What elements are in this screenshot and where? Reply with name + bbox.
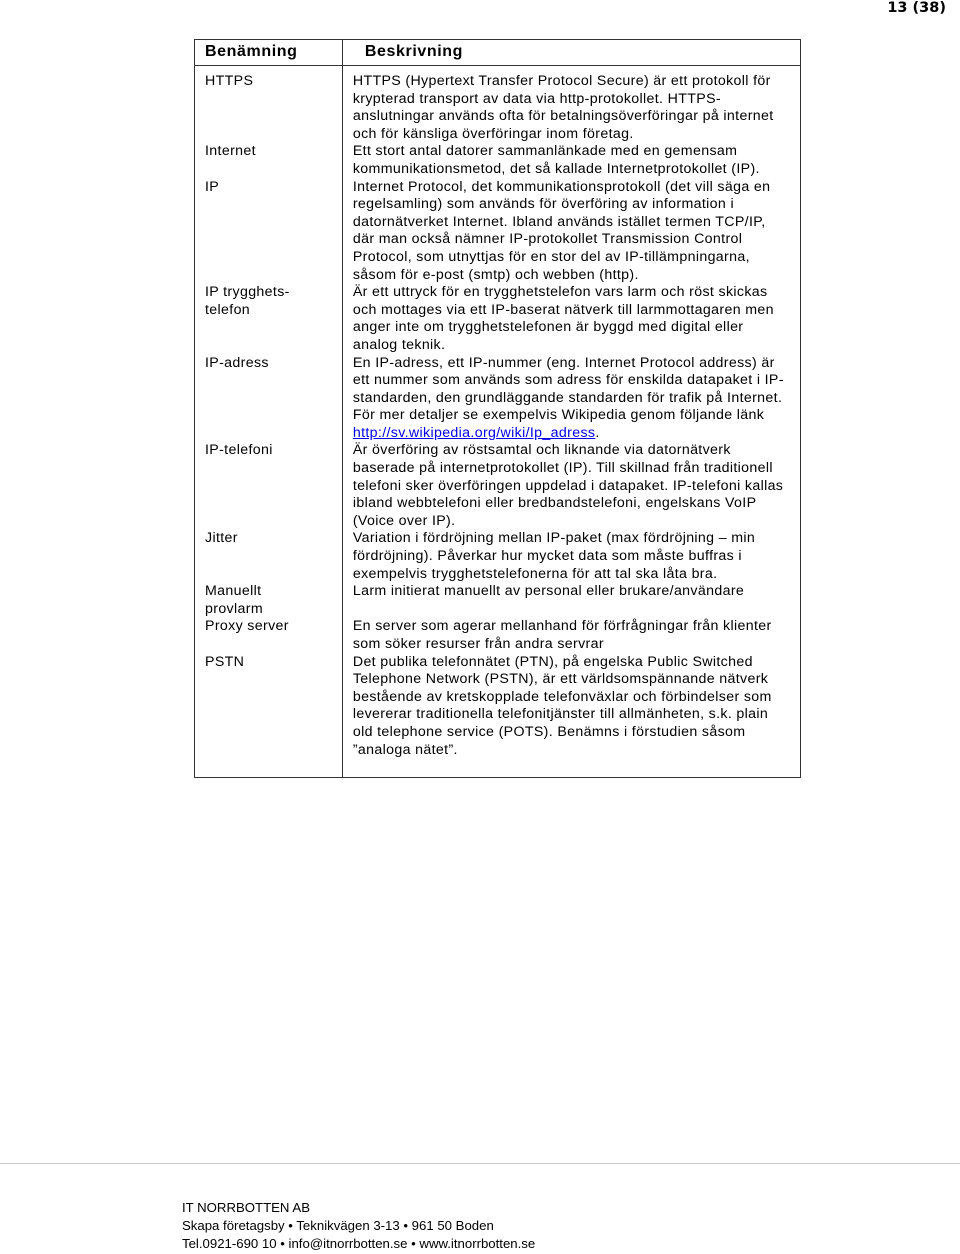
glossary-table bbox=[194, 39, 801, 778]
table-row bbox=[195, 530, 801, 583]
table-row bbox=[195, 284, 801, 354]
description-cell: Är ett uttryck för en trygghetstelefon vars larm och röst skickas och mottages via ett IP-baserat nätverk till larmmottagaren men anger inte om trygghetstelefonen är byggd med digital eller analog teknik. bbox=[342, 284, 800, 354]
page-footer bbox=[182, 1199, 535, 1254]
term-cell: IP-adress bbox=[195, 355, 343, 443]
description-cell: HTTPS (Hypertext Transfer Protocol Secure) är ett protokoll för krypterad transport av data via http-protokollet. HTTPS-anslutningar används ofta för betalningsöverföringar på internet och för känsliga överföringar inom företag. bbox=[342, 66, 800, 144]
footer-contact: Tel.0921-690 10 • info@itnorrbotten.se • www.itnorrbotten.se bbox=[182, 1236, 536, 1252]
table-header-row bbox=[195, 40, 801, 66]
description-cell: Internet Protocol, det kommunikationsprotokoll (det vill säga en regelsamling) som används för överföring av information i datornätverket Internet. Ibland används istället termen TCP/IP, där man också nämner IP-protokollet Transmission Control Protocol, som utnyttjas för en stor del av IP-tillämpningarna, såsom för e-post (smtp) och webben (http). bbox=[342, 179, 800, 285]
description-cell bbox=[342, 355, 800, 443]
table-row bbox=[195, 654, 801, 778]
table-row bbox=[195, 442, 801, 530]
footer-company: IT NORRBOTTEN AB bbox=[182, 1200, 310, 1215]
table-row bbox=[195, 143, 801, 178]
table-row bbox=[195, 583, 801, 618]
page-number: 13 (38) bbox=[887, 0, 946, 16]
description-cell: Ett stort antal datorer sammanlänkade med en gemensam kommunikationsmetod, det så kallade Internetprotokollet (IP). bbox=[342, 143, 800, 178]
description-cell: En server som agerar mellanhand för förfrågningar från klienter som söker resurser från andra servrar bbox=[342, 618, 800, 653]
term-cell: IP trygghets-telefon bbox=[195, 284, 343, 354]
table-row bbox=[195, 618, 801, 653]
term-cell: Internet bbox=[195, 143, 343, 178]
description-cell: Larm initierat manuellt av personal eller brukare/användare bbox=[342, 583, 800, 618]
term-cell: Proxy server bbox=[195, 618, 343, 653]
footer-address: Skapa företagsby • Teknikvägen 3-13 • 961 50 Boden bbox=[182, 1218, 494, 1234]
term-cell: Jitter bbox=[195, 530, 343, 583]
column-header-description: Beskrivning bbox=[342, 40, 800, 66]
term-cell: IP-telefoni bbox=[195, 442, 343, 530]
description-cell: Variation i fördröjning mellan IP-paket (max fördröjning – min fördröjning). Påverkar hur mycket data som måste buffras i exempelvis trygghetstelefonerna för att tal ska låta bra. bbox=[342, 530, 800, 583]
term-cell: IP bbox=[195, 179, 343, 285]
term-cell: HTTPS bbox=[195, 66, 343, 144]
description-text-end: . bbox=[595, 424, 600, 441]
table-row bbox=[195, 179, 801, 285]
description-cell: Det publika telefonnätet (PTN), på engelska Public Switched Telephone Network (PSTN), är ett världsomspännande nätverk bestående av kretskopplade telefonväxlar och förbindelser som levererar traditionella telefonitjänster till allmänheten, s.k. plain old telephone service (POTS). Benämns i förstudien såsom ”analoga nätet”. bbox=[342, 654, 800, 778]
term-cell: Manuellt provlarm bbox=[195, 583, 343, 618]
table-row bbox=[195, 66, 801, 144]
description-cell: Är överföring av röstsamtal och liknande via datornätverk baserade på internetprotokollet (IP). Till skillnad från traditionell telefoni sker överföringen uppdelad i datapaket. IP-telefoni kallas ibland webbtelefoni eller bredbandstelefoni, engelskans VoIP (Voice over IP). bbox=[342, 442, 800, 530]
wikipedia-link[interactable]: http://sv.wikipedia.org/wiki/Ip_adress bbox=[352, 424, 596, 441]
column-header-term: Benämning bbox=[195, 40, 343, 66]
table-row bbox=[195, 355, 801, 443]
term-cell: PSTN bbox=[195, 654, 343, 778]
description-text: En IP-adress, ett IP-nummer (eng. Internet Protocol address) är ett nummer som används som adress för enskilda datapaket i IP-standarden, den grundläggande standarden för trafik på Internet. För mer detaljer se exempelvis Wikipedia genom följande länk bbox=[352, 354, 784, 424]
footer-divider bbox=[0, 1163, 960, 1164]
